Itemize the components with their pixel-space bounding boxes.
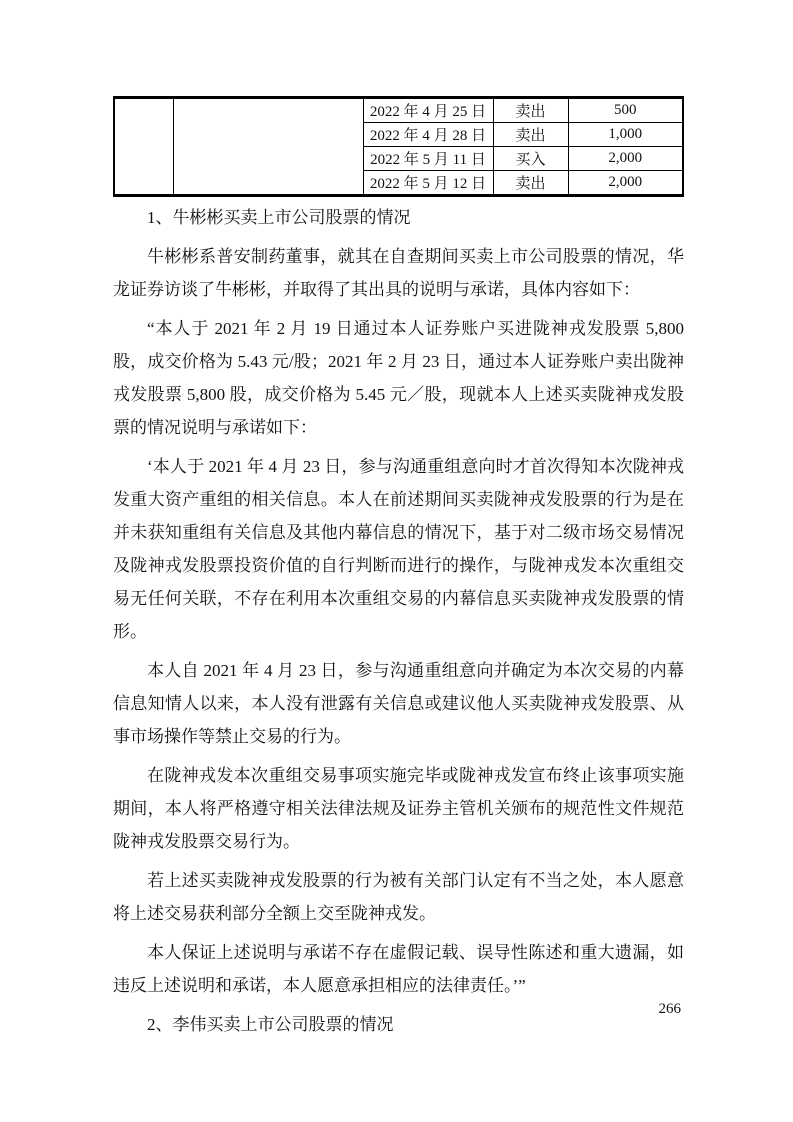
page-number: 266 [658,1001,681,1017]
paragraph-statement-trades: “本人于 2021 年 2 月 19 日通过本人证券账户买进陇神戎发股票 5,800 股，成交价格为 5.43 元/股；2021 年 2 月 23 日，通过本人证券账户卖出陇神戎发股票 5,800 股，成交价格为 5.45 元／股，现就本人上述买卖陇神戎发股票的情况说明与承诺如下： [113,319,684,437]
document-body [113,201,684,1047]
trade-action-cell: 卖出 [493,123,568,147]
trade-action-cell: 卖出 [493,171,568,196]
paragraph-commitment-3: 在陇神戎发本次重组交易事项实施完毕或陇神戎发宣布终止该事项实施期间，本人将严格遵守相关法律法规及证券主管机关颁布的规范性文件规范陇神戎发股票交易行为。 [113,766,684,851]
trade-quantity-cell: 2,000 [568,171,683,196]
stock-trades-table [113,96,684,197]
trade-date-cell: 2022 年 4 月 28 日 [363,123,493,147]
table-row [114,98,683,123]
paragraph-guarantee: 本人保证上述说明与承诺不存在虚假记载、误导性陈述和重大遗漏，如违反上述说明和承诺，本人愿意承担相应的法律责任。’” [113,943,684,995]
empty-cell-col1 [114,98,173,196]
paragraph-intro: 牛彬彬系普安制药董事，就其在自查期间买卖上市公司股票的情况，华龙证券访谈了牛彬彬，并取得了其出具的说明与承诺，具体内容如下： [113,247,684,299]
trade-quantity-cell: 1,000 [568,123,683,147]
section-heading-1: 1、牛彬彬买卖上市公司股票的情况 [147,208,411,227]
trade-action-cell: 卖出 [493,98,568,123]
paragraph-commitment-4: 若上述买卖陇神戎发股票的行为被有关部门认定有不当之处，本人愿意将上述交易获利部分全额上交至陇神戎发。 [113,871,684,923]
trade-date-cell: 2022 年 5 月 11 日 [363,147,493,171]
trade-action-cell: 买入 [493,147,568,171]
paragraph-commitment-1: ‘本人于 2021 年 4 月 23 日，参与沟通重组意向时才首次得知本次陇神戎发重大资产重组的相关信息。本人在前述期间买卖陇神戎发股票的行为是在并未获知重组有关信息及其他内幕信息的情况下，基于对二级市场交易情况及陇神戎发股票投资价值的自行判断而进行的操作，与陇神戎发本次重组交易无任何关联，不存在利用本次重组交易的内幕信息买卖陇神戎发股票的情形。 [113,457,684,641]
empty-cell-col2 [173,98,363,196]
trade-quantity-cell: 500 [568,98,683,123]
paragraph-commitment-2: 本人自 2021 年 4 月 23 日，参与沟通重组意向并确定为本次交易的内幕信息知情人以来，本人没有泄露有关信息或建议他人买卖陇神戎发股票、从事市场操作等禁止交易的行为。 [113,661,684,746]
trade-quantity-cell: 2,000 [568,147,683,171]
trade-date-cell: 2022 年 4 月 25 日 [363,98,493,123]
section-heading-2: 2、李伟买卖上市公司股票的情况 [147,1015,394,1034]
trade-date-cell: 2022 年 5 月 12 日 [363,171,493,196]
